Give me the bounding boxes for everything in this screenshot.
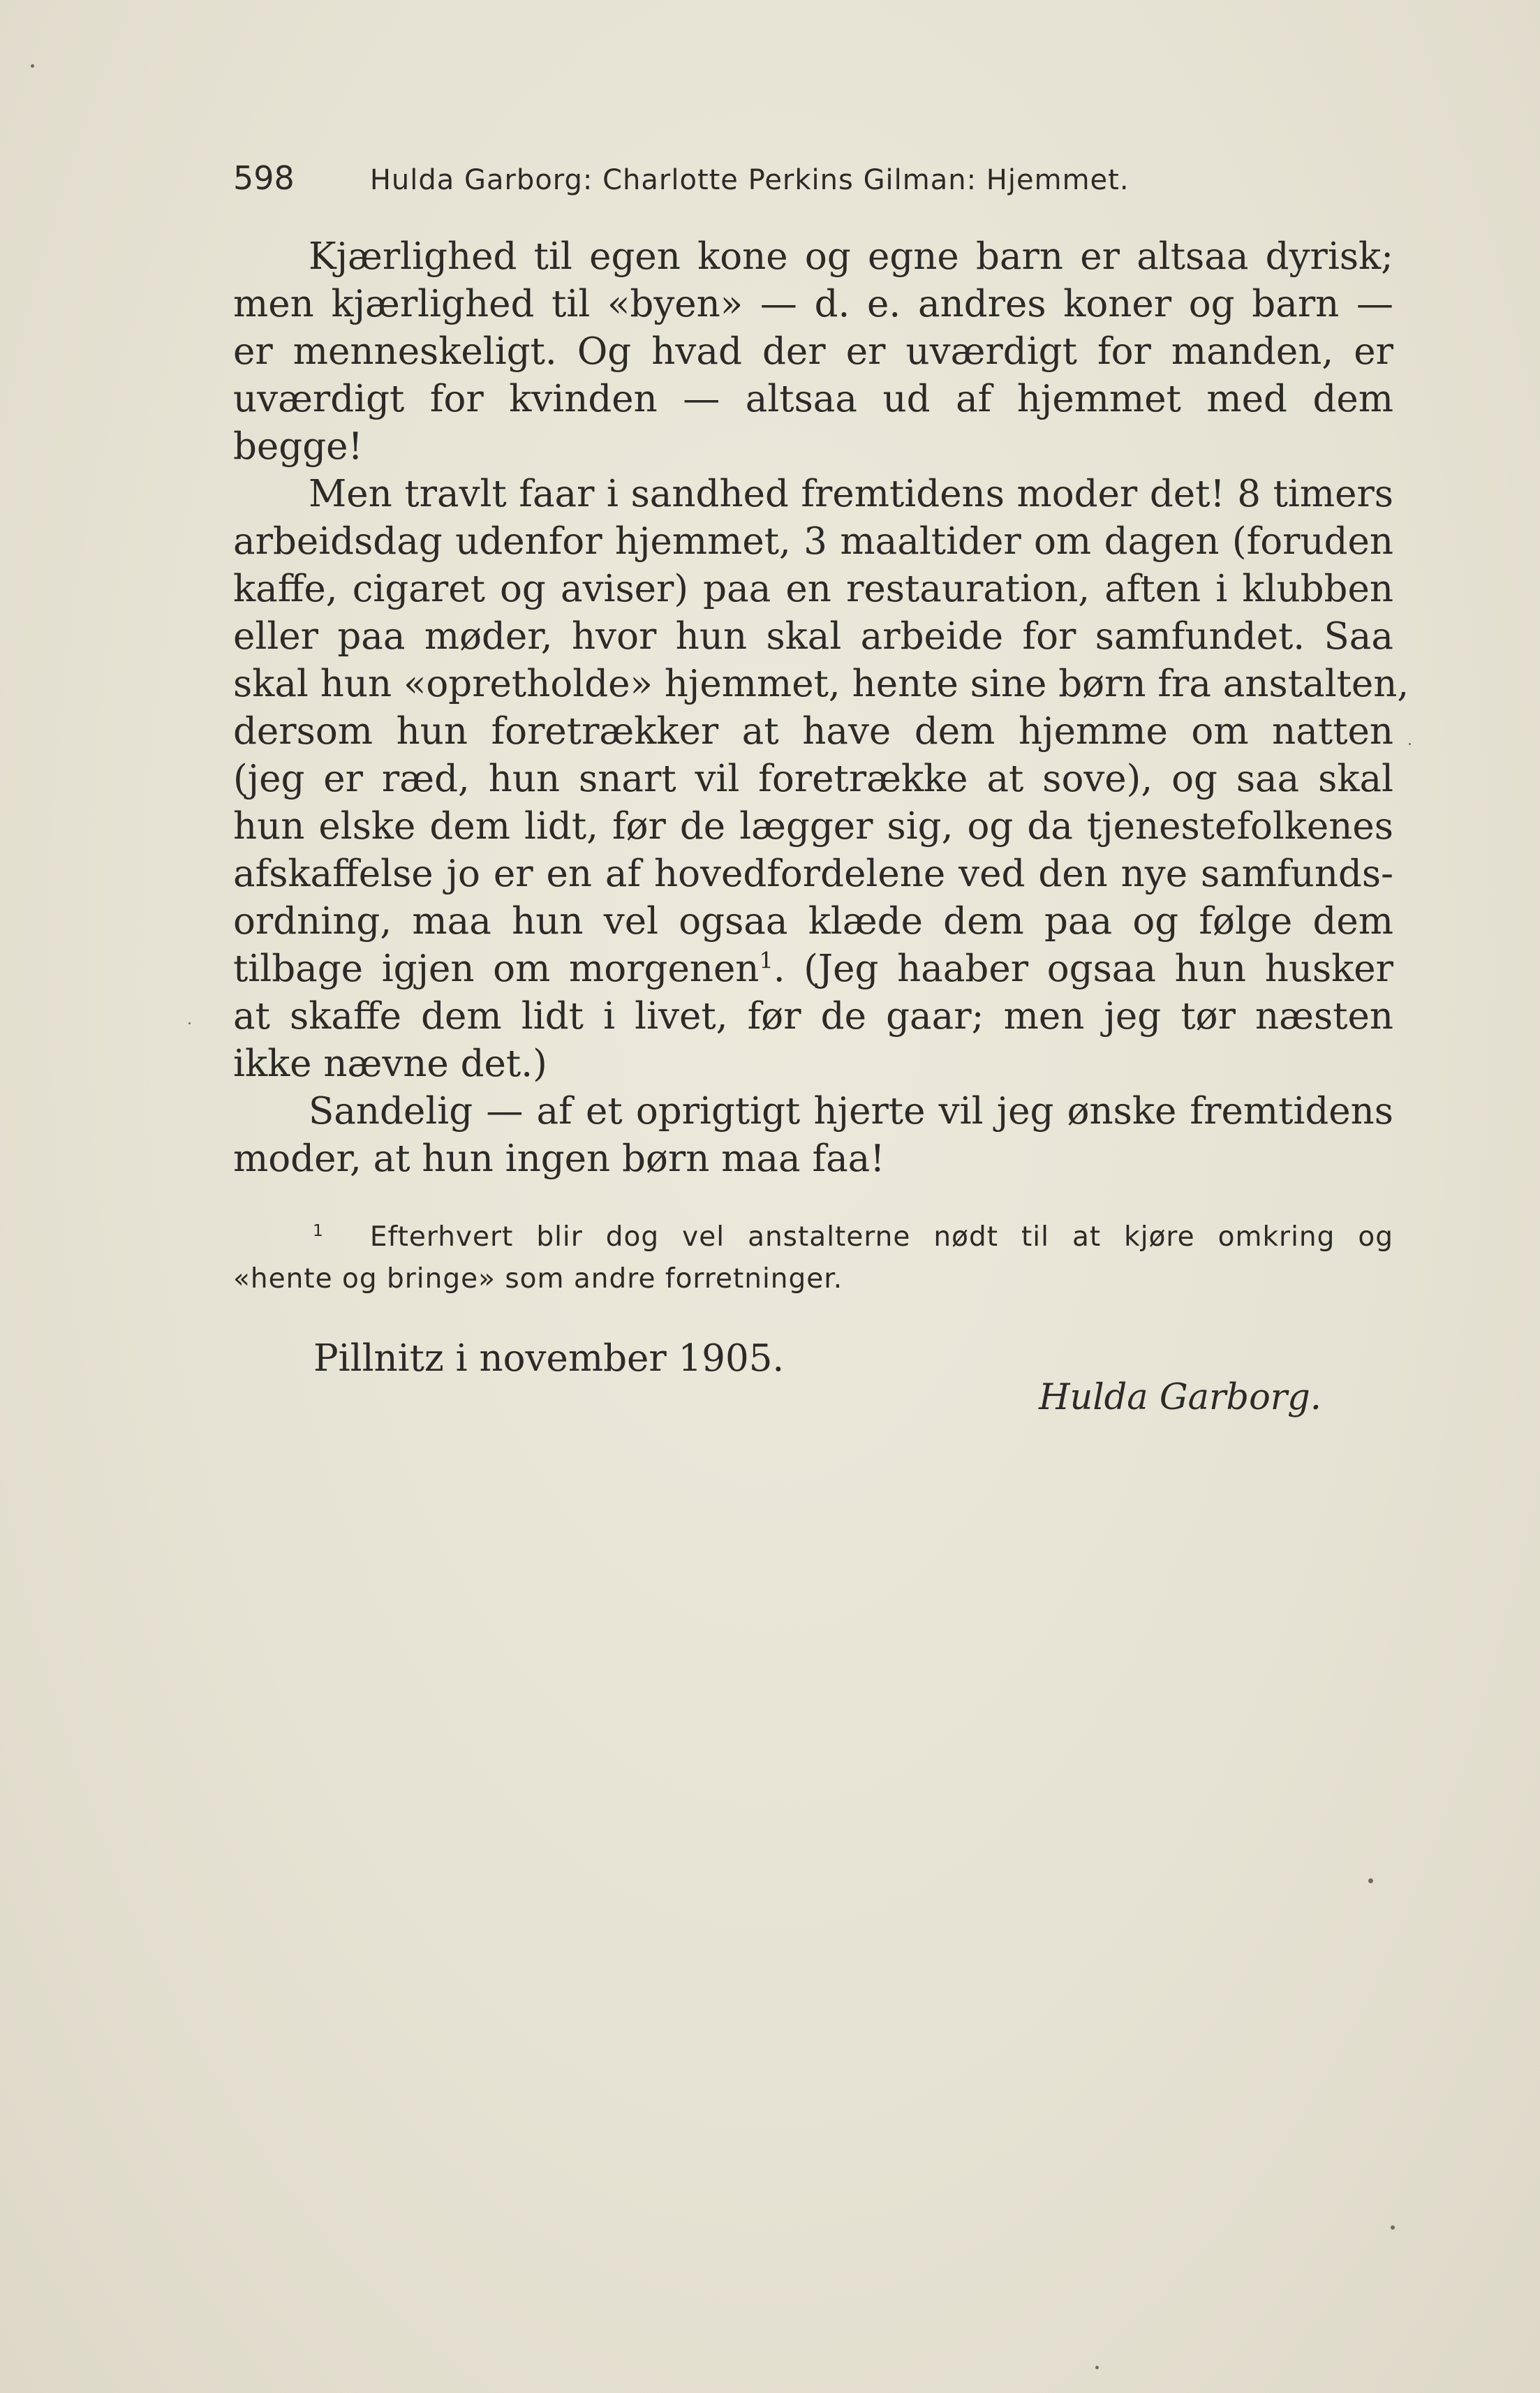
paper-speck	[31, 64, 34, 68]
text-line: dersom hun foretrækker at have dem hjemme om natten	[233, 710, 1393, 753]
page-number: 598	[233, 159, 295, 197]
footnote-line	[313, 1219, 1393, 1256]
text-segment: . (Jeg haaber ogsaa hun husker	[773, 948, 1393, 990]
text-line: Men travlt faar i sandhed fremtidens moder det! 8 timers	[309, 473, 1393, 515]
text-line: skal hun «opretholde» hjemmet, hente sine børn fra anstalten,	[233, 663, 1409, 705]
text-line: (jeg er ræd, hun snart vil foretrække at sove), og saa skal	[233, 758, 1393, 800]
text-line: men kjærlighed til «byen» — d. e. andres koner og barn —	[233, 283, 1393, 325]
text-line: eller paa møder, hvor hun skal arbeide for samfundet. Saa	[233, 615, 1393, 658]
place-date: Pillnitz i november 1905.	[313, 1337, 785, 1380]
paper-speck	[1391, 2225, 1395, 2230]
text-line: moder, at hun ingen børn maa faa!	[233, 1137, 885, 1180]
text-line: Kjærlighed til egen kone og egne barn er altsaa dyrisk;	[309, 235, 1393, 278]
footnote-text: Efterhvert blir dog vel anstalterne nødt til at kjøre omkring og	[369, 1221, 1393, 1253]
text-segment: tilbage igjen om morgenen	[233, 948, 760, 990]
text-line: er menneskeligt. Og hvad der er uværdigt for manden, er	[233, 330, 1393, 373]
running-header	[233, 159, 1238, 201]
paper-speck	[1095, 2366, 1099, 2369]
footnote-line: «hente og bringe» som andre forretninger.	[233, 1263, 843, 1295]
author-signature: Hulda Garborg.	[1039, 1377, 1322, 1418]
text-line: uværdigt for kvinden — altsaa ud af hjemmet med dem	[233, 378, 1393, 420]
text-line: Sandelig — af et oprigtigt hjerte vil jeg ønske fremtidens	[309, 1090, 1393, 1133]
paper-speck	[1368, 1878, 1373, 1883]
footnote-reference: 1	[759, 948, 773, 974]
paper-speck	[1409, 743, 1411, 745]
text-line: ordning, maa hun vel ogsaa klæde dem paa og følge dem	[233, 900, 1393, 943]
text-line: kaffe, cigaret og aviser) paa en restauration, aften i klubben	[233, 568, 1393, 610]
text-line: at skaffe dem lidt i livet, før de gaar; men jeg tør næsten	[233, 995, 1393, 1038]
text-line: afskaffelse jo er en af hovedfordelene ved den nye samfunds-	[233, 853, 1393, 895]
text-line-with-footnote-ref	[233, 945, 1393, 993]
running-title: Hulda Garborg: Charlotte Perkins Gilman: Hjemmet.	[369, 164, 1130, 196]
paper-speck	[188, 1022, 191, 1024]
text-line: ikke nævne det.)	[233, 1043, 547, 1085]
text-line: arbeidsdag udenfor hjemmet, 3 maaltider om dagen (foruden	[233, 520, 1393, 563]
text-line: hun elske dem lidt, før de lægger sig, og da tjenestefolkenes	[233, 805, 1393, 848]
footnote-marker: 1	[313, 1221, 324, 1240]
text-line: begge!	[233, 425, 363, 468]
